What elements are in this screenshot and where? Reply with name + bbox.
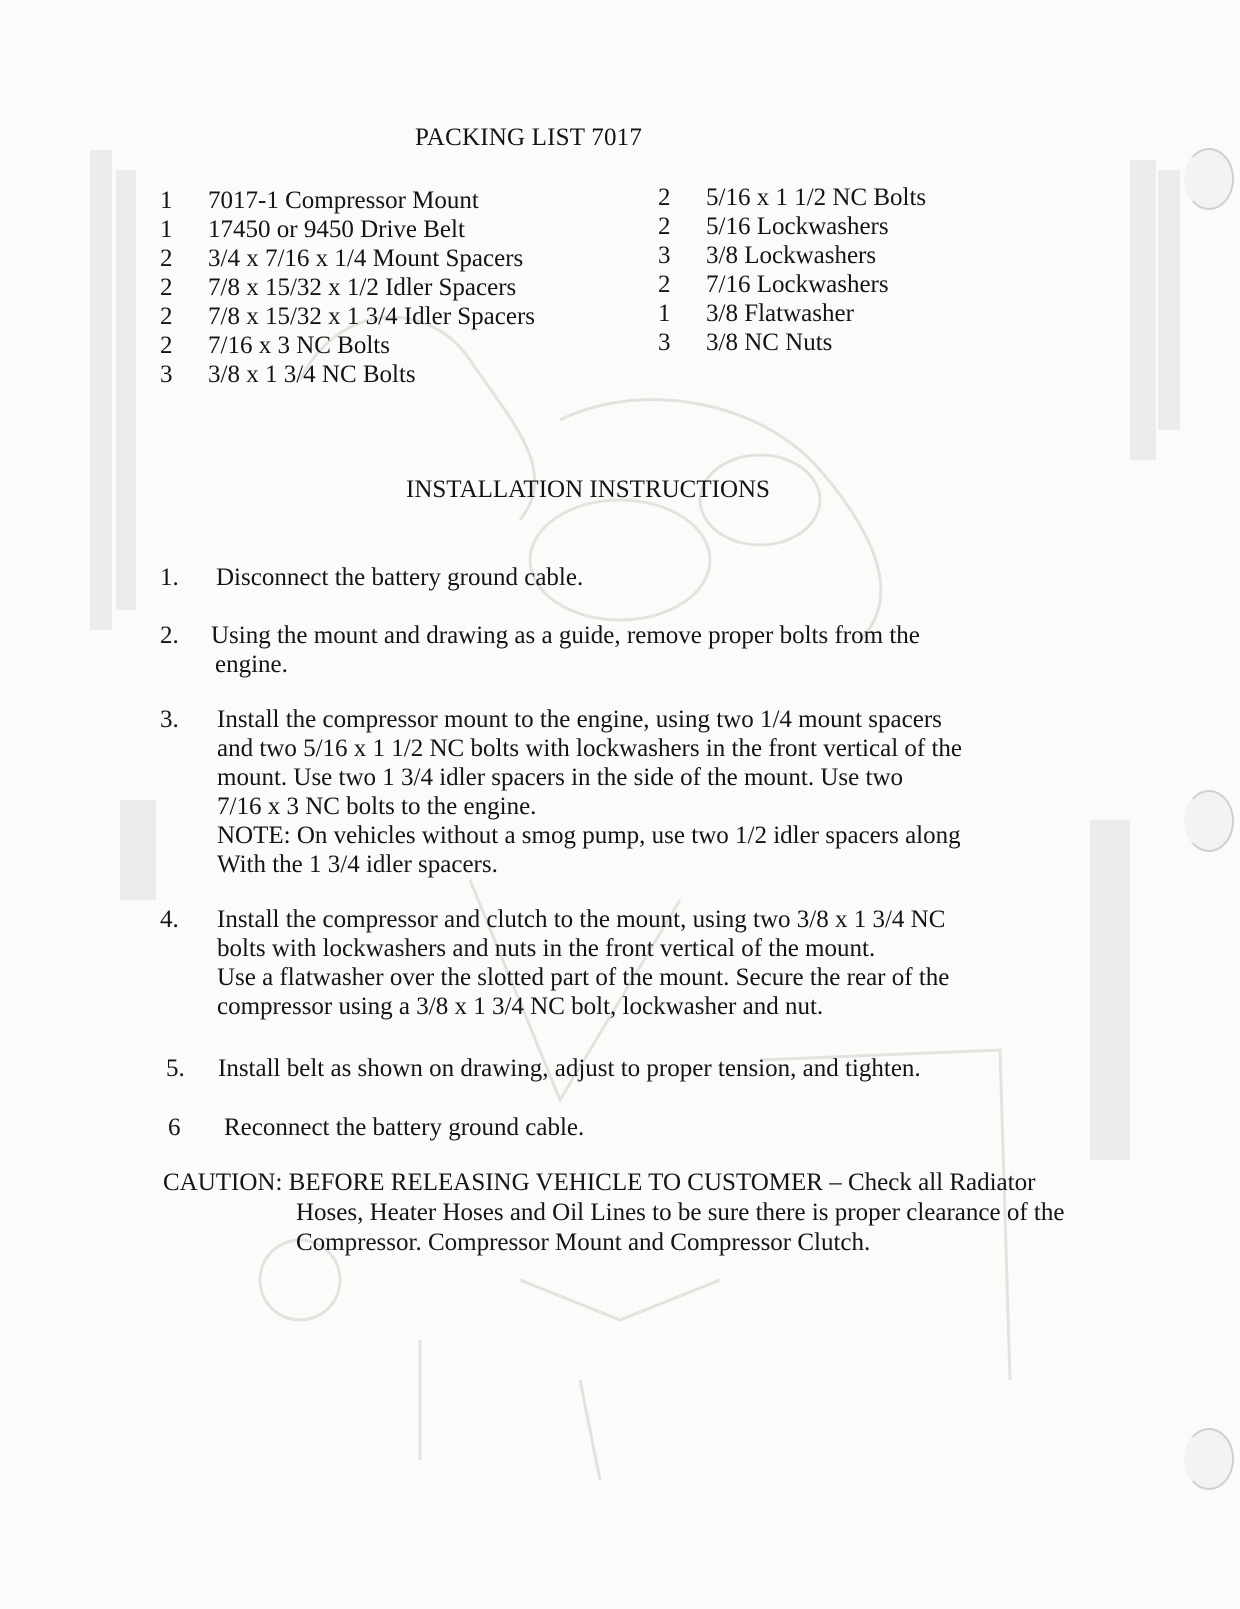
caution-line: Compressor. Compressor Mount and Compressor Clutch. <box>296 1229 871 1256</box>
item-qty: 1 <box>160 187 173 214</box>
item-qty: 2 <box>160 245 173 272</box>
item-qty: 1 <box>658 300 671 327</box>
caution-line: CAUTION: BEFORE RELEASING VEHICLE TO CUSTOMER – Check all Radiator <box>163 1169 1036 1196</box>
item-desc: 3/8 Lockwashers <box>706 242 877 269</box>
step-number: 5. <box>166 1055 185 1082</box>
binder-hole-top <box>1184 148 1234 210</box>
item-qty: 3 <box>658 242 671 269</box>
step-line: Install belt as shown on drawing, adjust to proper tension, and tighten. <box>218 1055 921 1082</box>
binder-hole-bottom <box>1184 1428 1234 1490</box>
item-qty: 2 <box>658 271 671 298</box>
binder-hole-middle <box>1184 790 1234 852</box>
item-desc: 7/8 x 15/32 x 1/2 Idler Spacers <box>208 274 517 301</box>
step-number: 6 <box>168 1114 181 1141</box>
step-line: Install the compressor and clutch to the mount, using two 3/8 x 1 3/4 NC <box>217 906 946 933</box>
step-number: 3. <box>160 706 179 733</box>
item-qty: 2 <box>160 274 173 301</box>
item-qty: 1 <box>160 216 173 243</box>
item-desc: 7/16 x 3 NC Bolts <box>208 332 390 359</box>
item-qty: 2 <box>658 213 671 240</box>
item-desc: 7017-1 Compressor Mount <box>208 187 479 214</box>
step-line: With the 1 3/4 idler spacers. <box>217 851 498 878</box>
step-line: mount. Use two 1 3/4 idler spacers in the side of the mount. Use two <box>217 764 903 791</box>
step-line: and two 5/16 x 1 1/2 NC bolts with lockwashers in the front vertical of the <box>217 735 963 762</box>
step-line: Use a flatwasher over the slotted part of the mount. Secure the rear of the <box>217 964 950 991</box>
item-desc: 3/8 Flatwasher <box>706 300 854 327</box>
caution-notice <box>163 1168 1064 1258</box>
packing-list-title: PACKING LIST 7017 <box>415 124 643 151</box>
step-line: Install the compressor mount to the engine, using two 1/4 mount spacers <box>217 706 942 733</box>
item-qty: 3 <box>658 329 671 356</box>
item-desc: 17450 or 9450 Drive Belt <box>208 216 465 243</box>
item-qty: 3 <box>160 361 173 388</box>
step-line: compressor using a 3/8 x 1 3/4 NC bolt, lockwasher and nut. <box>217 993 824 1020</box>
caution-line: Hoses, Heater Hoses and Oil Lines to be sure there is proper clearance of the <box>296 1199 1065 1226</box>
step-number: 2. <box>160 622 179 649</box>
item-desc: 7/8 x 15/32 x 1 3/4 Idler Spacers <box>208 303 536 330</box>
item-desc: 7/16 Lockwashers <box>706 271 889 298</box>
item-desc: 5/16 x 1 1/2 NC Bolts <box>706 184 927 211</box>
item-desc: 5/16 Lockwashers <box>706 213 889 240</box>
item-desc: 3/8 x 1 3/4 NC Bolts <box>208 361 416 388</box>
step-line: Using the mount and drawing as a guide, remove proper bolts from the <box>211 622 920 649</box>
item-desc: 3/8 NC Nuts <box>706 329 833 356</box>
item-qty: 2 <box>160 332 173 359</box>
step-line: 7/16 x 3 NC bolts to the engine. <box>217 793 537 820</box>
item-qty: 2 <box>658 184 671 211</box>
item-qty: 2 <box>160 303 173 330</box>
step-line: NOTE: On vehicles without a smog pump, use two 1/2 idler spacers along <box>217 822 961 849</box>
installation-instructions-title: INSTALLATION INSTRUCTIONS <box>406 476 770 503</box>
step-number: 1. <box>160 564 179 591</box>
step-number: 4. <box>160 906 179 933</box>
item-desc: 3/4 x 7/16 x 1/4 Mount Spacers <box>208 245 524 272</box>
step-line: engine. <box>215 651 288 678</box>
step-line: Reconnect the battery ground cable. <box>224 1114 585 1141</box>
step-line: Disconnect the battery ground cable. <box>216 564 584 591</box>
step-line: bolts with lockwashers and nuts in the front vertical of the mount. <box>217 935 876 962</box>
